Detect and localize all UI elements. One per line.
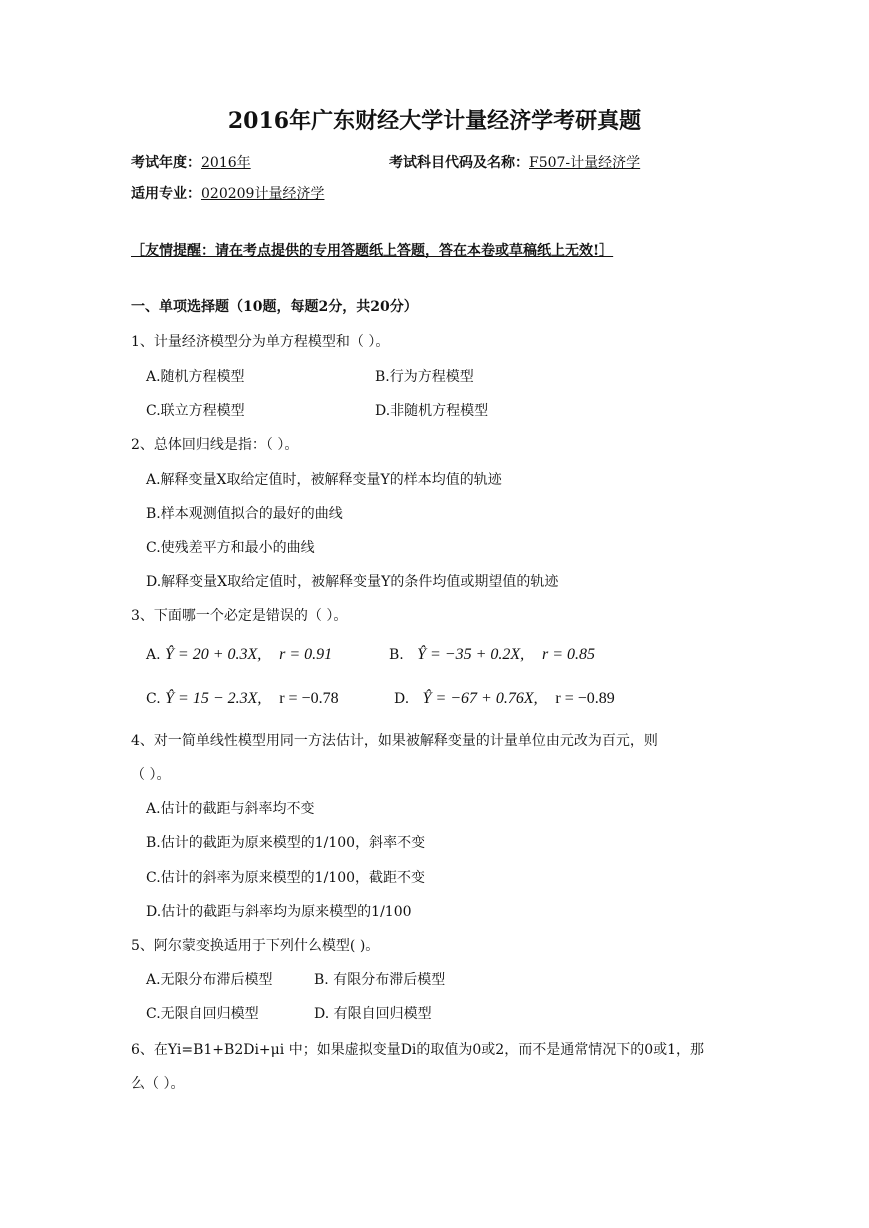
option-d-label: D. <box>394 691 410 707</box>
question-4-option-a: A.估计的截距与斜率均不变 <box>146 801 315 817</box>
question-2-stem: 2、总体回归线是指：（ ）。 <box>131 437 299 453</box>
question-5-option-b: B. 有限分布滞后模型 <box>314 972 446 988</box>
question-2-option-a: A.解释变量X取给定值时，被解释变量Y的样本均值的轨迹 <box>146 472 502 488</box>
option-a-equation: Ŷ = 20 + 0.3X, <box>165 646 262 663</box>
question-3-stem: 3、下面哪一个必定是错误的（ ）。 <box>131 608 348 624</box>
question-4-stem: 4、对一简单线性模型用同一方法估计，如果被解释变量的计量单位由元改为百元，则 <box>131 733 658 749</box>
question-3-option-d <box>394 690 615 708</box>
major-value: 020209计量经济学 <box>201 186 325 202</box>
option-b-label: B. <box>389 647 404 663</box>
option-b-correlation: r = 0.85 <box>541 646 596 663</box>
question-2-option-c: C.使残差平方和最小的曲线 <box>146 540 315 556</box>
question-2-option-b: B.样本观测值拟合的最好的曲线 <box>146 506 343 522</box>
question-4-option-b: B.估计的截距为原来模型的1/100，斜率不变 <box>146 835 426 851</box>
question-5-option-d: D. 有限自回归模型 <box>314 1006 432 1022</box>
question-4-option-c: C.估计的斜率为原来模型的1/100，截距不变 <box>146 870 426 886</box>
option-a-label: A. <box>146 647 161 663</box>
exam-year <box>131 152 251 172</box>
question-5-option-a: A.无限分布滞后模型 <box>146 972 273 988</box>
question-1-option-c: C.联立方程模型 <box>146 403 245 419</box>
notice: ［友情提醒：请在考点提供的专用答题纸上答题，答在本卷或草稿纸上无效!］ <box>131 243 614 259</box>
option-c-equation: Ŷ = 15 − 2.3X, <box>165 690 262 707</box>
exam-subject <box>389 152 640 172</box>
option-c-correlation: r = −0.78 <box>279 690 339 707</box>
question-4-stem-continued: （ ）。 <box>131 767 171 783</box>
major-label: 适用专业： <box>131 186 201 202</box>
question-4-option-d: D.估计的截距与斜率均为原来模型的1/100 <box>146 904 412 920</box>
exam-major <box>131 183 324 203</box>
question-1-option-a: A.随机方程模型 <box>146 369 245 385</box>
subject-label: 考试科目代码及名称： <box>389 155 529 171</box>
question-3-option-c <box>146 690 339 708</box>
question-5-option-c: C.无限自回归模型 <box>146 1006 259 1022</box>
option-d-correlation: r = −0.89 <box>555 690 615 707</box>
question-6-stem: 6、在Yi=B1+B2Di+μi 中；如果虚拟变量Di的取值为0或2，而不是通常情况下的0或1，那 <box>131 1042 705 1058</box>
option-a-correlation: r = 0.91 <box>279 646 333 663</box>
option-b-equation: Ŷ = −35 + 0.2X, <box>417 646 525 663</box>
option-d-equation: Ŷ = −67 + 0.76X, <box>422 690 538 707</box>
question-3-option-b <box>389 646 595 664</box>
year-value: 2016年 <box>201 155 251 171</box>
question-1-option-d: D.非随机方程模型 <box>375 403 489 419</box>
question-3-option-a <box>146 646 332 664</box>
year-label: 考试年度： <box>131 155 201 171</box>
question-2-option-d: D.解释变量X取给定值时，被解释变量Y的条件均值或期望值的轨迹 <box>146 574 559 590</box>
question-6-stem-continued: 么（ ）。 <box>131 1076 185 1092</box>
section-heading: 一、单项选择题（10题，每题2分，共20分） <box>131 299 418 315</box>
question-5-stem: 5、阿尔蒙变换适用于下列什么模型( )。 <box>131 938 380 954</box>
question-1-stem: 1、计量经济模型分为单方程模型和（ ）。 <box>131 334 390 350</box>
page-title: 2016年广东财经大学计量经济学考研真题 <box>227 108 642 134</box>
option-c-label: C. <box>146 691 161 707</box>
question-1-option-b: B.行为方程模型 <box>375 369 474 385</box>
subject-value: F507-计量经济学 <box>529 155 641 171</box>
